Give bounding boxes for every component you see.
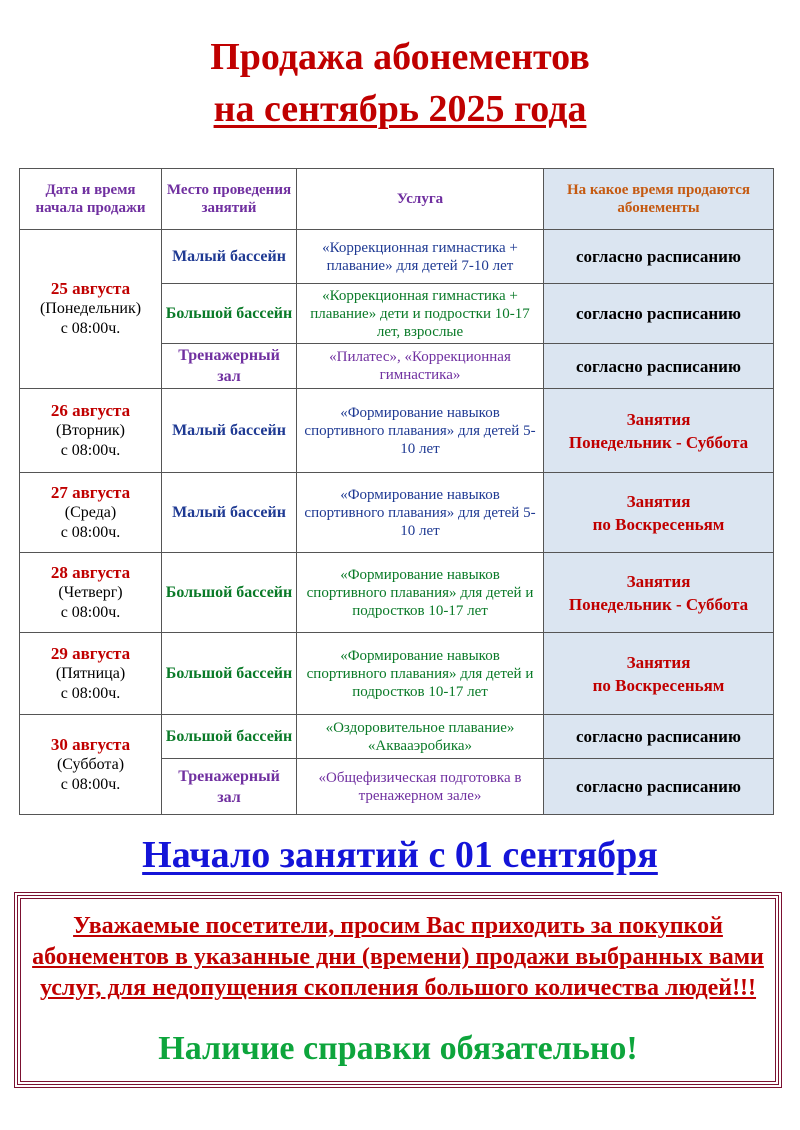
place-cell: Большой бассейн (162, 284, 297, 344)
page-subtitle: на сентябрь 2025 года (213, 88, 587, 130)
when-cell (544, 633, 774, 715)
service-cell: «Формирование навыков спортивного плавания» для детей и подростков 10-17 лет (297, 553, 544, 633)
header-service: Услуга (297, 169, 544, 230)
when-cell (544, 473, 774, 553)
when-cell: согласно расписанию (544, 344, 774, 389)
header-place: Место проведения занятий (162, 169, 297, 230)
when-line: Занятия (626, 652, 691, 672)
date-cell (20, 389, 162, 473)
service-cell: «Коррекционная гимнастика + плавание» для детей 7-10 лет (297, 230, 544, 284)
place-cell: Малый бассейн (162, 389, 297, 473)
table-row (20, 230, 774, 284)
when-line: Занятия (626, 409, 691, 429)
sale-date: 25 августа (50, 279, 131, 298)
header-date: Дата и время начала продажи (20, 169, 162, 230)
when-line: по Воскресеньям (592, 675, 725, 695)
place-cell: Большой бассейн (162, 715, 297, 759)
service-cell: «Формирование навыков спортивного плавания» для детей 5-10 лет (297, 389, 544, 473)
when-cell: согласно расписанию (544, 284, 774, 344)
when-line: Занятия (626, 571, 691, 591)
service-cell: «Формирование навыков спортивного плавания» для детей 5-10 лет (297, 473, 544, 553)
when-cell (544, 553, 774, 633)
sale-time: с 08:00ч. (60, 441, 121, 459)
sale-date: 29 августа (50, 643, 131, 663)
sale-date: 30 августа (50, 734, 131, 754)
sale-time: с 08:00ч. (60, 603, 121, 621)
sale-weekday: (Среда) (64, 503, 117, 521)
date-cell (20, 553, 162, 633)
sale-time: с 08:00ч. (60, 523, 121, 541)
schedule-table (19, 168, 774, 815)
sale-weekday: (Пятница) (55, 664, 126, 682)
place-cell: Малый бассейн (162, 230, 297, 284)
place-cell: Тренажерный зал (162, 759, 297, 815)
service-cell: «Коррекционная гимнастика + плавание» дети и подростки 10-17 лет, взрослые (297, 284, 544, 344)
place-cell: Малый бассейн (162, 473, 297, 553)
sale-weekday: (Суббота) (56, 755, 125, 773)
place-cell: Тренажерный зал (162, 344, 297, 389)
classes-start-banner: Начало занятий с 01 сентября (142, 834, 658, 876)
date-cell (20, 633, 162, 715)
table-row (20, 473, 774, 553)
sale-time: с 08:00ч. (60, 775, 121, 793)
sale-weekday: (Понедельник) (39, 300, 142, 317)
table-row (20, 389, 774, 473)
service-cell: «Пилатес», «Коррекционная гимнастика» (297, 344, 544, 389)
when-cell (544, 389, 774, 473)
place-cell: Большой бассейн (162, 553, 297, 633)
date-cell (20, 715, 162, 815)
when-cell: согласно расписанию (544, 759, 774, 815)
when-line: Занятия (626, 491, 691, 511)
date-cell (20, 473, 162, 553)
sale-time: с 08:00ч. (60, 320, 121, 337)
notice-box (17, 895, 779, 1085)
sale-date: 26 августа (50, 400, 131, 420)
sale-weekday: (Четверг) (58, 583, 123, 601)
service-cell: «Оздоровительное плавание» «Аквааэробика» (297, 715, 544, 759)
table-row (20, 633, 774, 715)
sale-date: 27 августа (50, 482, 131, 502)
sale-date: 28 августа (50, 562, 131, 582)
when-line: Понедельник - Суббота (568, 432, 749, 452)
sale-time: с 08:00ч. (60, 684, 121, 702)
certificate-requirement: Наличие справки обязательно! (158, 1030, 638, 1067)
when-cell: согласно расписанию (544, 230, 774, 284)
table-header-row (20, 169, 774, 230)
when-cell: согласно расписанию (544, 715, 774, 759)
when-line: Понедельник - Суббота (568, 594, 749, 614)
header-when: На какое время продаются абонементы (544, 169, 774, 230)
service-cell: «Общефизическая подготовка в тренажерном зале» (297, 759, 544, 815)
service-cell: «Формирование навыков спортивного плавания» для детей и подростков 10-17 лет (297, 633, 544, 715)
place-cell: Большой бассейн (162, 633, 297, 715)
date-cell (20, 230, 162, 389)
table-row (20, 553, 774, 633)
sale-weekday: (Вторник) (55, 421, 125, 439)
when-line: по Воскресеньям (592, 514, 725, 534)
table-row (20, 715, 774, 759)
page-title: Продажа абонементов (210, 36, 590, 78)
notice-text: Уважаемые посетители, просим Вас приходить за покупкой абонементов в указанные дни (времени) продажи выбранных вами услуг, для недопущения скопления большого количества людей!!! (32, 913, 764, 1001)
